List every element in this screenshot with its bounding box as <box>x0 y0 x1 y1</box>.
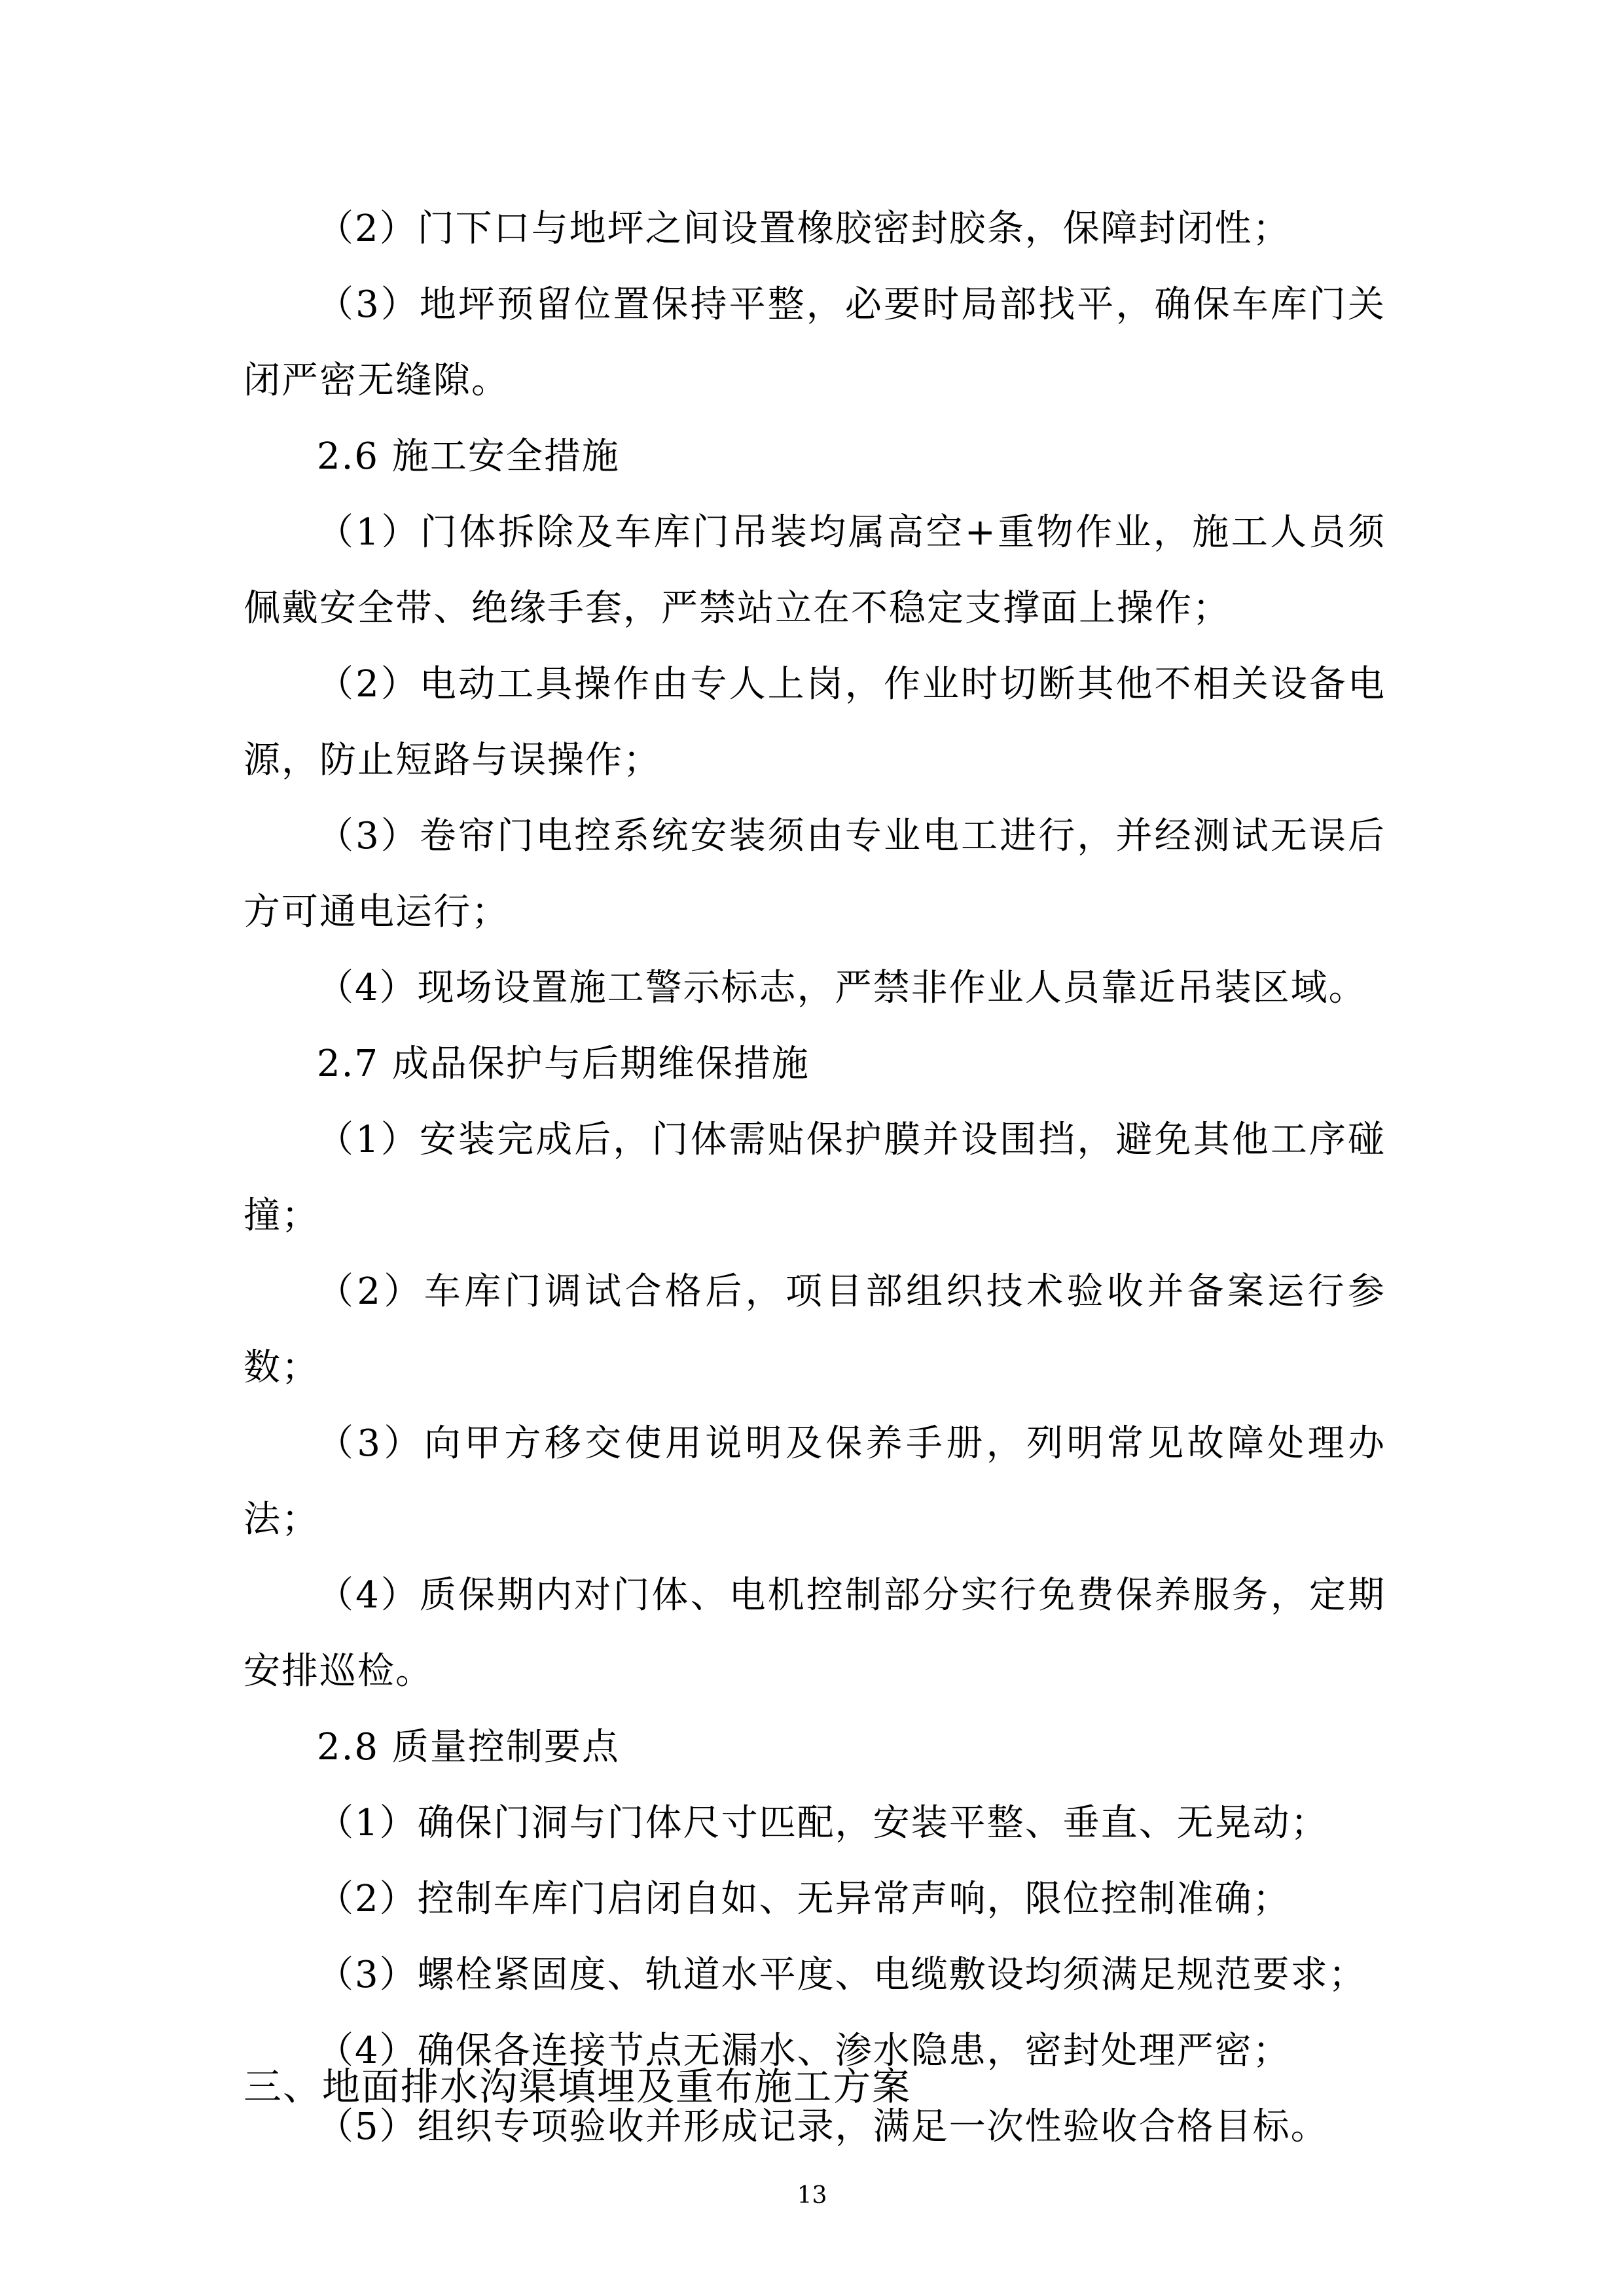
list-item: （4）确保各连接节点无漏水、渗水隐患，密封处理严密； <box>317 2030 1291 2072</box>
chapter-heading: 三、地面排水沟渠填埋及重布施工方案 <box>244 2064 912 2109</box>
section-heading-2-6: 2.6 施工安全措施 <box>317 435 620 478</box>
list-item: （3）向甲方移交使用说明及保养手册，列明常见故障处理办法； <box>244 1422 1386 1541</box>
paragraph: （3）地坪预留位置保持平整，必要时局部找平，确保车库门关闭严密无缝隙。 <box>244 283 1386 402</box>
paragraph: （2）门下口与地坪之间设置橡胶密封胶条，保障封闭性； <box>317 207 1291 250</box>
list-item: （2）控制车库门启闭自如、无异常声响，限位控制准确； <box>317 1878 1291 1920</box>
list-item: （1）门体拆除及车库门吊装均属高空+重物作业，施工人员须佩戴安全带、绝缘手套，严禁站立在不稳定支撑面上操作； <box>244 511 1386 630</box>
list-item: （1）安装完成后，门体需贴保护膜并设围挡，避免其他工序碰撞； <box>244 1119 1386 1237</box>
list-item: （5）组织专项验收并形成记录，满足一次性验收合格目标。 <box>317 2106 1329 2148</box>
list-item: （1）确保门洞与门体尺寸匹配，安装平整、垂直、无晃动； <box>317 1802 1329 1844</box>
list-item: （2）车库门调试合格后，项目部组织技术验收并备案运行参数； <box>244 1270 1386 1389</box>
list-item: （4）现场设置施工警示标志，严禁非作业人员靠近吊装区域。 <box>317 967 1367 1009</box>
list-item: （3）螺栓紧固度、轨道水平度、电缆敷设均须满足规范要求； <box>317 1954 1367 1996</box>
section-heading-2-7: 2.7 成品保护与后期维保措施 <box>317 1043 810 1085</box>
list-item: （2）电动工具操作由专人上岗，作业时切断其他不相关设备电源，防止短路与误操作； <box>244 663 1386 781</box>
page-number: 13 <box>797 2182 827 2209</box>
section-heading-2-8: 2.8 质量控制要点 <box>317 1726 620 1768</box>
list-item: （3）卷帘门电控系统安装须由专业电工进行，并经测试无误后方可通电运行； <box>244 815 1386 933</box>
list-item: （4）质保期内对门体、电机控制部分实行免费保养服务，定期安排巡检。 <box>244 1574 1386 1693</box>
document-body <box>244 191 1386 2165</box>
